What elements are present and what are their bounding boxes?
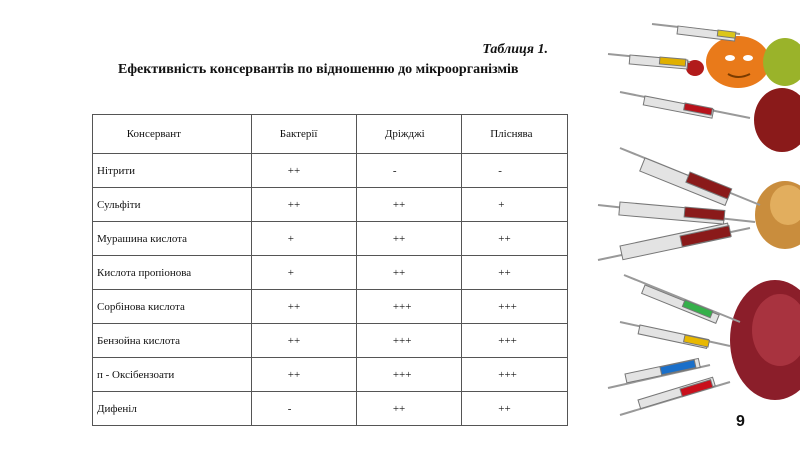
row-value: +++ — [356, 290, 461, 324]
row-name: Бензойна кислота — [93, 324, 252, 358]
row-name: п - Оксібензоати — [93, 358, 252, 392]
row-value: +++ — [356, 324, 461, 358]
table-title: Ефективність консервантів по відношенню до мікроорганізмів — [118, 62, 519, 77]
row-value: +++ — [462, 324, 568, 358]
table-row — [93, 392, 568, 426]
row-value: ++ — [462, 222, 568, 256]
row-value: ++ — [251, 358, 356, 392]
table-row — [93, 222, 568, 256]
table-row — [93, 256, 568, 290]
row-value: ++ — [462, 392, 568, 426]
row-value: - — [462, 154, 568, 188]
row-value: +++ — [356, 358, 461, 392]
header-mold: Пліснява — [462, 115, 568, 154]
header-bacteria: Бактерії — [251, 115, 356, 154]
table-header-row — [93, 115, 568, 154]
row-name: Дифеніл — [93, 392, 252, 426]
row-value: - — [251, 392, 356, 426]
row-name: Сорбінова кислота — [93, 290, 252, 324]
table-row — [93, 188, 568, 222]
row-name: Сульфіти — [93, 188, 252, 222]
table-row — [93, 290, 568, 324]
row-value: + — [251, 222, 356, 256]
row-value: +++ — [462, 358, 568, 392]
row-value: ++ — [356, 222, 461, 256]
row-value: ++ — [251, 290, 356, 324]
table-row — [93, 358, 568, 392]
row-value: ++ — [251, 188, 356, 222]
table-caption: Таблиця 1. — [482, 42, 548, 57]
row-value: ++ — [356, 392, 461, 426]
row-value: + — [251, 256, 356, 290]
row-value: - — [356, 154, 461, 188]
row-value: ++ — [356, 188, 461, 222]
row-value: ++ — [462, 256, 568, 290]
row-name: Кислота пропіонова — [93, 256, 252, 290]
row-name: Мурашина кислота — [93, 222, 252, 256]
preservatives-table — [92, 114, 568, 426]
row-value: ++ — [251, 324, 356, 358]
page-number: 9 — [736, 413, 745, 430]
syringes-food-illustration — [590, 0, 800, 450]
table-row — [93, 324, 568, 358]
row-value: ++ — [356, 256, 461, 290]
row-name: Нітрити — [93, 154, 252, 188]
header-preservative: Консервант — [93, 115, 252, 154]
header-yeast: Дріжджі — [356, 115, 461, 154]
row-value: +++ — [462, 290, 568, 324]
table-row — [93, 154, 568, 188]
row-value: ++ — [251, 154, 356, 188]
row-value: + — [462, 188, 568, 222]
